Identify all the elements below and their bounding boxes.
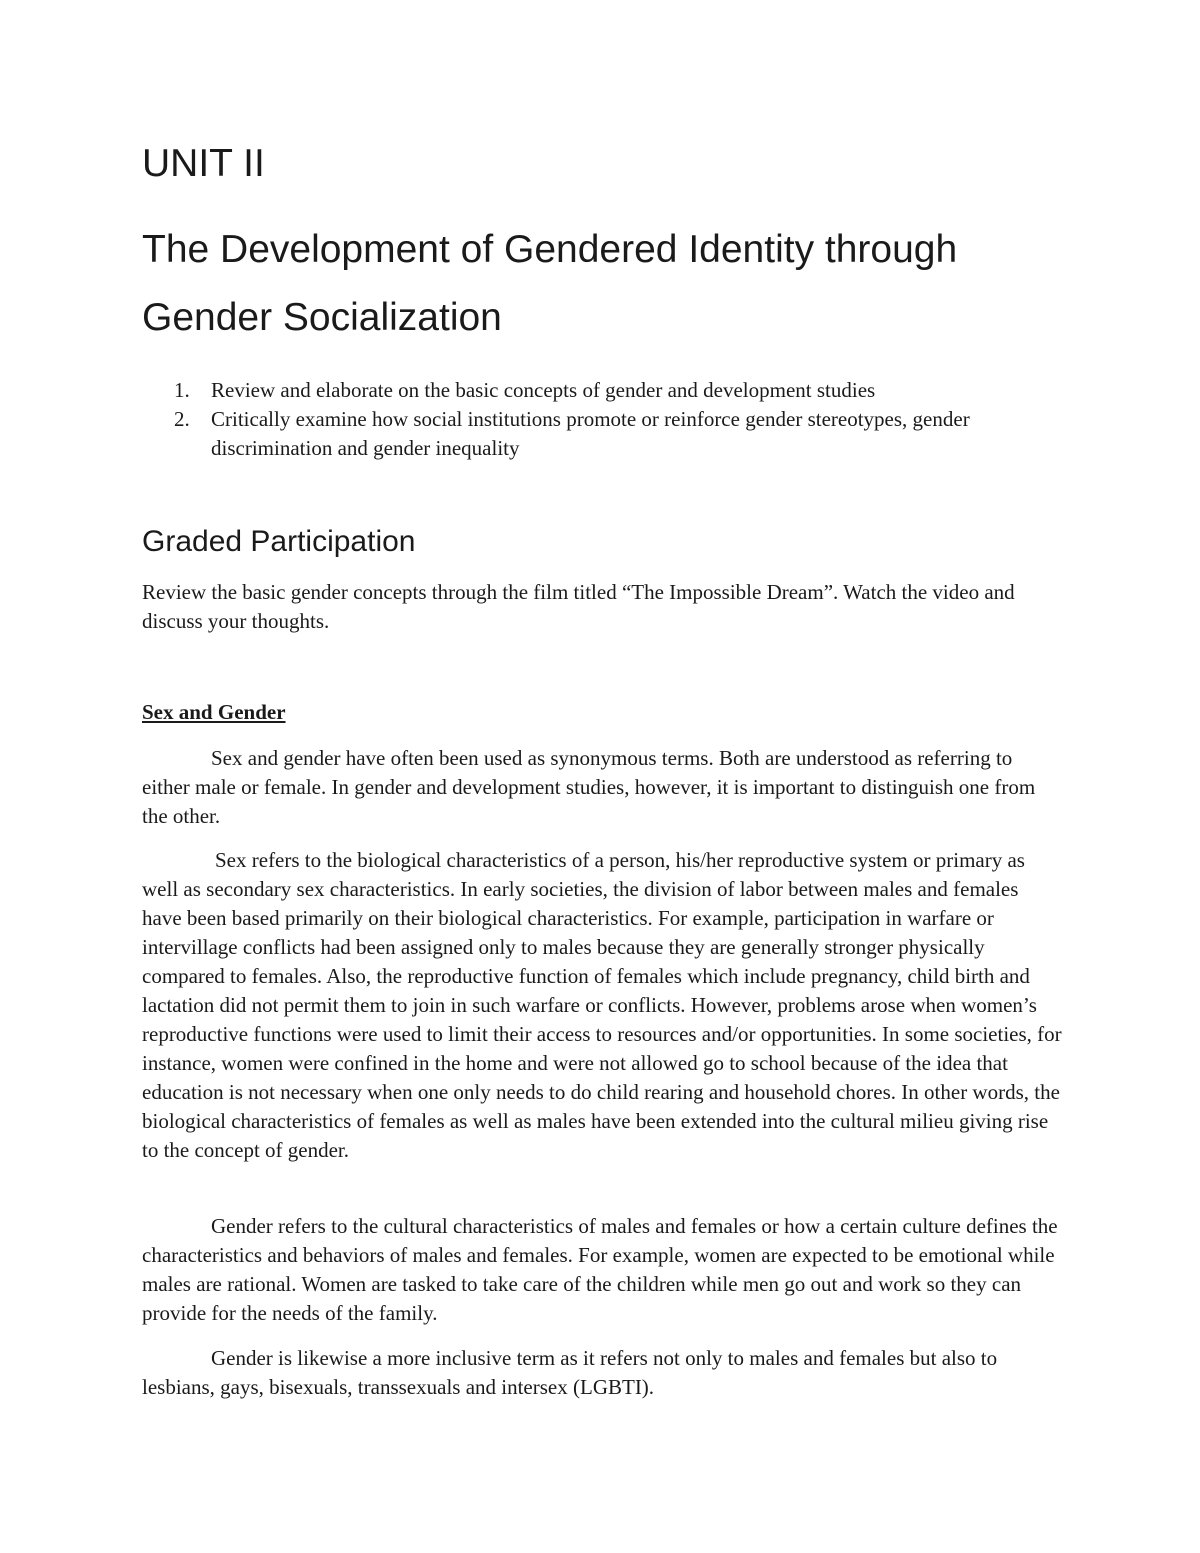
graded-participation-text: Review the basic gender concepts through the film titled “The Impossible Dream”. Watch the video and discuss your thoughts.	[142, 580, 1015, 633]
objective-item	[142, 405, 1082, 463]
body-paragraph: Sex and gender have often been used as synonymous terms. Both are understood as referring to either male or female. In gender and development studies, however, it is important to distinguish one from the other.	[142, 746, 1036, 828]
objective-text: Critically examine how social institutions promote or reinforce gender stereotypes, gender discrimination and gender inequality	[211, 407, 970, 460]
body-paragraph: Sex refers to the biological characteristics of a person, his/her reproductive system or primary as well as secondary sex characteristics. In early societies, the division of labor between males and females have been based primarily on their biological characteristics. For example, participation in warfare or intervillage conflicts had been assigned only to males because they are generally stronger physically compared to females. Also, the reproductive function of females which include pregnancy, child birth and lactation did not permit them to join in such warfare or conflicts. However, problems arose when women’s reproductive functions were used to limit their access to resources and/or opportunities. In some societies, for instance, women were confined in the home and were not allowed go to school because of the idea that education is not necessary when one only needs to do child rearing and household chores. In other words, the biological characteristics of females as well as males have been extended into the cultural milieu giving rise to the concept of gender.	[142, 848, 1062, 1162]
objective-number: 2.	[174, 407, 190, 431]
body-paragraph: Gender refers to the cultural characteristics of males and females or how a certain culture defines the characteristics and behaviors of males and females. For example, women are expected to be emotional while males are rational. Women are tasked to take care of the children while men go out and work so they can provide for the needs of the family.	[142, 1214, 1058, 1325]
unit-title-line-2: Gender Socialization	[142, 296, 502, 339]
body-paragraph: Gender is likewise a more inclusive term as it refers not only to males and females but also to lesbians, gays, bisexuals, transsexuals and intersex (LGBTI).	[142, 1346, 998, 1399]
objective-number: 1.	[174, 378, 190, 402]
sex-and-gender-heading: Sex and Gender	[142, 700, 286, 724]
objective-text: Review and elaborate on the basic concepts of gender and development studies	[211, 378, 876, 402]
objective-item	[142, 376, 1082, 405]
unit-label: UNIT II	[142, 142, 265, 185]
learning-objectives-list	[142, 376, 1082, 463]
unit-title-line-1: The Development of Gendered Identity through	[142, 228, 958, 271]
graded-participation-heading: Graded Participation	[142, 525, 416, 558]
